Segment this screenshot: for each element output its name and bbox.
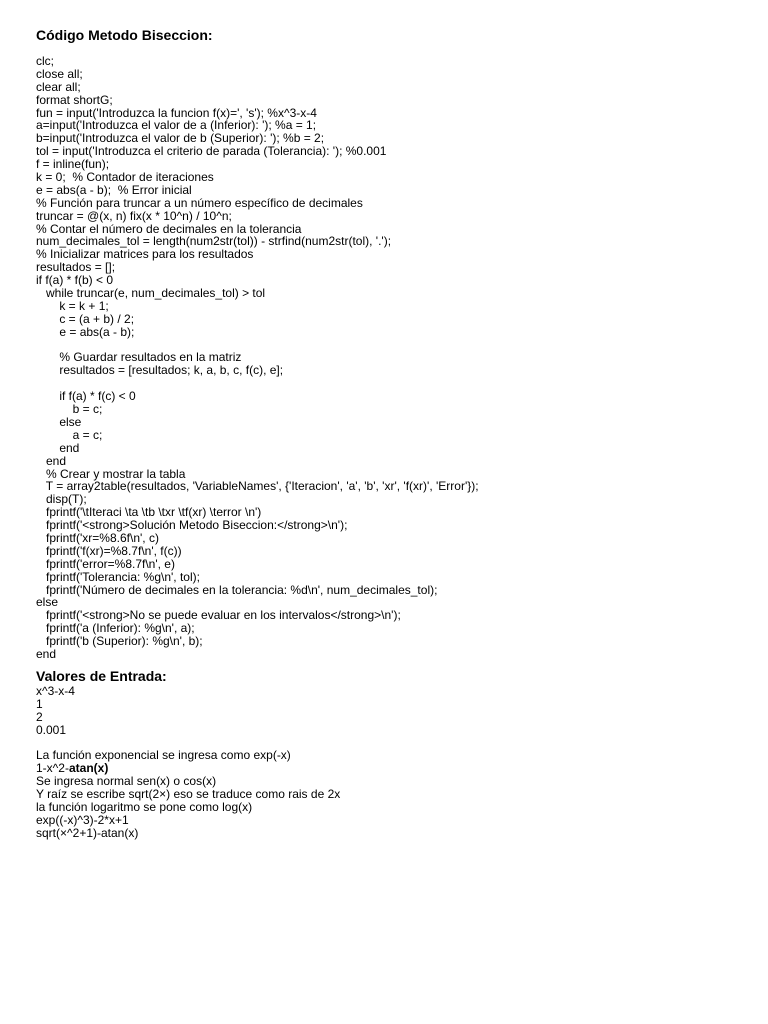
code-line: end — [36, 440, 80, 455]
code-line: fprintf('Número de decimales en la tolerancia: %d\n', num_decimales_tol); — [36, 582, 438, 597]
code-line: f = inline(fun); — [36, 157, 110, 172]
code-line: disp(T); — [36, 492, 87, 507]
notes-section — [36, 749, 756, 839]
note-line: Se ingresa normal sen(x) o cos(x) — [36, 774, 217, 789]
code-line: fprintf('b (Superior): %g\n', b); — [36, 634, 203, 649]
inputs-heading: Valores de Entrada: — [36, 667, 167, 684]
code-line: end — [36, 646, 57, 661]
code-line: fprintf('error=%8.7f\n', e) — [36, 556, 175, 571]
code-line: end — [36, 453, 67, 468]
code-line: fprintf('f(xr)=%8.7f\n', f(c)) — [36, 543, 182, 558]
code-line: % Contar el número de decimales en la tolerancia — [36, 221, 302, 236]
note-line: La función exponencial se ingresa como exp(-x) — [36, 748, 291, 763]
code-line: fun = input('Introduzca la funcion f(x)=', 's'); %x^3-x-4 — [36, 105, 317, 120]
code-line: k = 0; % Contador de iteraciones — [36, 170, 214, 185]
code-line: fprintf('xr=%8.6f\n', c) — [36, 530, 159, 545]
code-line: close all; — [36, 66, 83, 81]
code-line: e = abs(a - b); — [36, 324, 135, 339]
code-line: truncar = @(x, n) fix(x * 10^n) / 10^n; — [36, 208, 232, 223]
input-value: 1 — [36, 696, 43, 711]
note-line: Y raíz se escribe sqrt(2×) eso se traduce como rais de 2x — [36, 786, 341, 801]
input-value: 0.001 — [36, 722, 67, 737]
code-line: T = array2table(resultados, 'VariableNames', {'Iteracion', 'a', 'b', 'xr', 'f(xr)', 'Error'}); — [36, 479, 479, 494]
code-line: else — [36, 595, 59, 610]
input-value: x^3-x-4 — [36, 683, 75, 698]
code-line: fprintf('<strong>No se puede evaluar en los intervalos</strong>\n'); — [36, 608, 401, 623]
code-line: clc; — [36, 54, 54, 68]
code-listing — [36, 55, 756, 661]
code-line: if f(a) * f(b) < 0 — [36, 273, 114, 288]
code-line: % Función para truncar a un número específico de decimales — [36, 195, 363, 210]
code-line: num_decimales_tol = length(num2str(tol)) - strfind(num2str(tol), '.'); — [36, 234, 392, 249]
code-line: fprintf('<strong>Solución Metodo Biseccion:</strong>\n'); — [36, 518, 348, 533]
code-line: k = k + 1; — [36, 298, 109, 313]
code-line: resultados = [resultados; k, a, b, c, f(c), e]; — [36, 363, 284, 378]
code-line: tol = input('Introduzca el criterio de parada (Tolerancia): '); %0.001 — [36, 144, 387, 159]
note-bold-text: atan(x) — [68, 761, 109, 776]
code-line: else — [36, 414, 82, 429]
code-line: fprintf('Tolerancia: %g\n', tol); — [36, 569, 200, 584]
code-line: resultados = []; — [36, 260, 116, 275]
code-line: fprintf('a (Inferior): %g\n', a); — [36, 621, 195, 636]
note-line: exp((-x)^3)-2*x+1 — [36, 812, 129, 827]
code-line: if f(a) * f(c) < 0 — [36, 389, 136, 404]
input-values-list — [36, 685, 756, 737]
note-line: la función logaritmo se pone como log(x) — [36, 799, 253, 814]
code-line: a = c; — [36, 427, 103, 442]
code-line: % Inicializar matrices para los resultados — [36, 247, 254, 262]
code-line: format shortG; — [36, 92, 113, 107]
code-line: % Guardar resultados en la matriz — [36, 350, 242, 365]
code-line: e = abs(a - b); % Error inicial — [36, 182, 192, 197]
code-line: a=input('Introduzca el valor de a (Inferior): '); %a = 1; — [36, 118, 317, 133]
code-line: c = (a + b) / 2; — [36, 311, 135, 326]
code-heading: Código Metodo Biseccion: — [36, 27, 213, 43]
code-line — [36, 377, 756, 390]
code-line: b=input('Introduzca el valor de b (Superior): '); %b = 2; — [36, 131, 325, 146]
code-line: clear all; — [36, 79, 81, 94]
document-page — [36, 27, 756, 840]
code-line: b = c; — [36, 402, 103, 417]
code-line: fprintf('\tIteraci \ta \tb \txr \tf(xr) \terror \n') — [36, 505, 262, 520]
code-line: while truncar(e, num_decimales_tol) > tol — [36, 286, 266, 301]
note-text: 1-x^2- — [36, 761, 69, 776]
input-value: 2 — [36, 709, 43, 724]
code-line: % Crear y mostrar la tabla — [36, 466, 186, 481]
note-line: sqrt(×^2+1)-atan(x) — [36, 825, 139, 840]
